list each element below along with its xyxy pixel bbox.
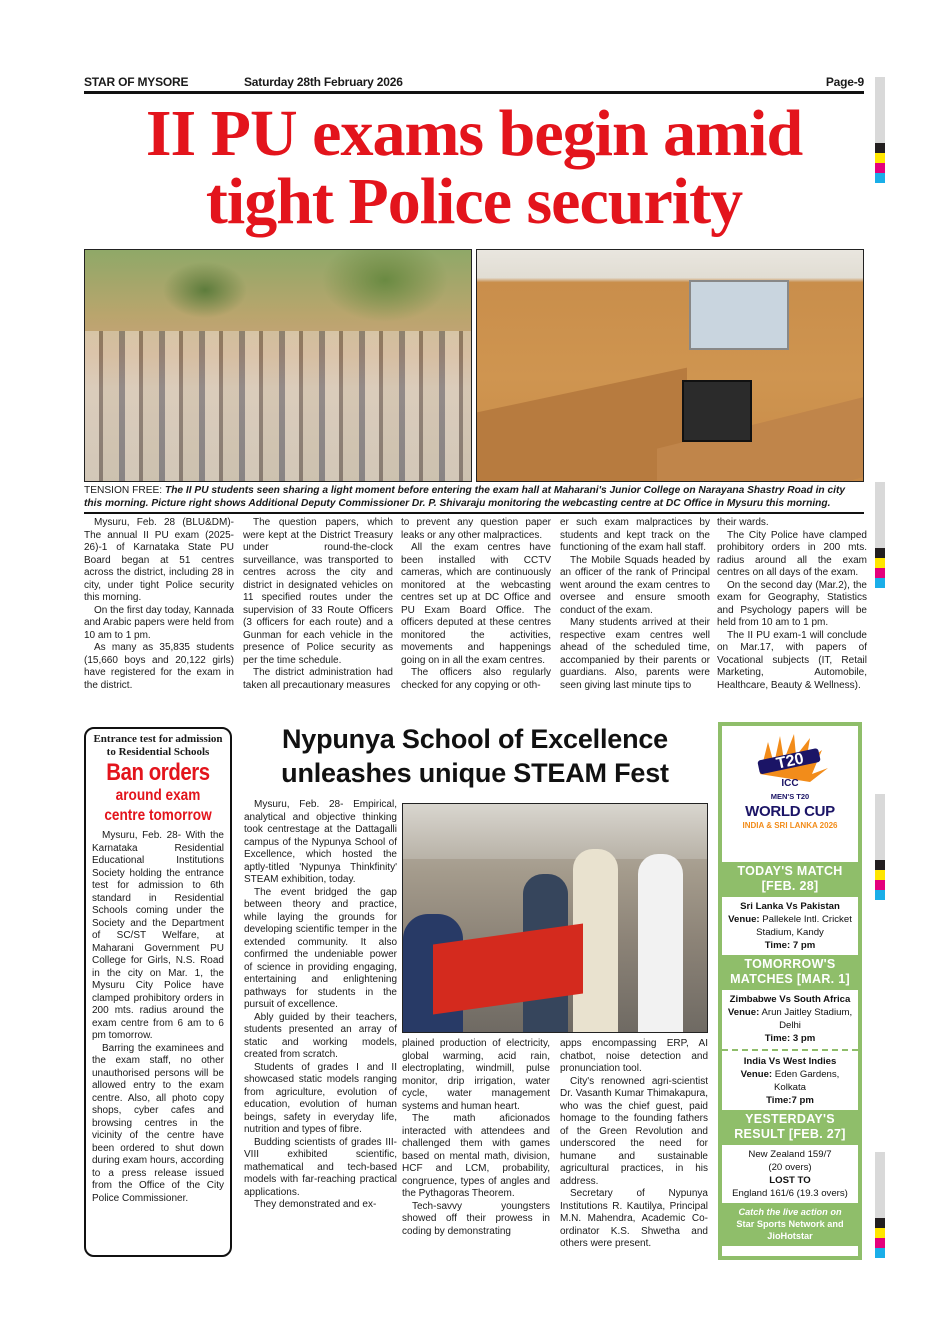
paragraph: On the first day today, Kannada and Arabic papers were held from 10 am to 1 pm. bbox=[84, 604, 234, 641]
paragraph: The II PU exam-1 will conclude on Mar.17, with papers of Vocational subjects (IT, Retail Marketing, Automobile, Healthcare, Beauty & Wellness). bbox=[717, 629, 867, 691]
paragraph: Barring the examinees and the exam staff, no other unauthorised persons will be allowed entry to the exam centre. Also, all photo copy shops, cyber cafes and browsing centres in the vicinity of the centre have been ordered to shut down during exam hours, according to a press release issued from the Office of the City Police Commissioner. bbox=[92, 1042, 224, 1204]
broadcast-line: Catch the live action on bbox=[738, 1207, 842, 1217]
paragraph: to prevent any question paper leaks or any other malpractices. bbox=[401, 517, 551, 541]
match-time: Time: 3 pm bbox=[764, 1033, 816, 1044]
paragraph: The question papers, which were kept at the District Treasury under round-the-clock surveillance, was transported to centres across the city and district in designated vehicles on 11 specified routes under the supervision of 33 Route Officers (3 officers for each route) and a Gunman for each vehicle in the presence of Police security as per the time schedule. bbox=[243, 517, 393, 666]
paragraph: The City Police have clamped prohibitory orders in 200 mts. radius around all the exam centres on all days of the exam. bbox=[717, 529, 867, 578]
masthead bbox=[84, 74, 864, 94]
registration-mark bbox=[875, 482, 885, 588]
paragraph: As many as 35,835 students (15,660 boys and 20,122 girls) have registered for the exam in the district. bbox=[84, 642, 234, 691]
result-team1: New Zealand 159/7 bbox=[748, 1149, 832, 1160]
venue-label: Venue: bbox=[740, 1069, 773, 1080]
venue-label: Venue: bbox=[727, 1007, 760, 1018]
logo-hosts: INDIA & SRI LANKA 2026 bbox=[742, 821, 838, 830]
ban-body bbox=[92, 830, 224, 1205]
paragraph: The district administration had taken all precautionary measures bbox=[243, 667, 393, 691]
paragraph: plained production of electricity, global warming, acid rain, electroplating, windmill, pulse monitor, drip irrigation, water cycle, water management systems and human heart. bbox=[402, 1038, 550, 1112]
projector-screen bbox=[689, 280, 789, 350]
students-photo bbox=[84, 249, 472, 482]
caption-text: The II PU students seen sharing a light moment before entering the exam hall at Maharani's Junior College on Narayana Shastry Road in city this morning. Picture right shows Additional Deputy Commissioner Dr. P. Shivaraju monitoring the webcasting centre at DC Office in Mysuru this morning. bbox=[84, 485, 846, 509]
article-column bbox=[84, 517, 234, 692]
paragraph: apps encompassing ERP, AI chatbot, noise detection and pronunciation tool. bbox=[560, 1038, 708, 1074]
tomorrow-heading: TOMORROW'S MATCHES [MAR. 1] bbox=[722, 955, 858, 990]
ban-orders-box bbox=[84, 727, 232, 1257]
today-heading: TODAY'S MATCH [FEB. 28] bbox=[722, 862, 858, 897]
page-number: Page-9 bbox=[825, 75, 864, 89]
paragraph: Many students arrived at their respective exam centres well ahead of the scheduled time, accompanied by their parents or guardians. Also, parents were seen giving last minute tips to bbox=[560, 617, 710, 691]
paper-name: STAR OF MYSORE bbox=[84, 75, 189, 89]
paragraph: All the exam centres have been installed with CCTV cameras, which are continuously monitored at the webcasting centres set up at DC Office and PU Exam Board Office. The officers deputed at these centres monitored the activities, movements and happenings going on in all the exam centres. bbox=[401, 542, 551, 666]
result-team1-overs: (20 overs) bbox=[768, 1162, 812, 1173]
result-card bbox=[722, 1145, 858, 1203]
steam-fest-photo bbox=[402, 803, 708, 1033]
caption-label: TENSION FREE: bbox=[84, 485, 163, 496]
article-column bbox=[560, 517, 710, 692]
headline-line: around exam bbox=[115, 787, 201, 804]
paragraph: er such exam malpractices by students and kept track on the functioning of the exam hall staff. bbox=[560, 517, 710, 553]
match-card bbox=[722, 1052, 858, 1110]
paragraph: The officers also regularly checked for any copying or oth- bbox=[401, 667, 551, 691]
match-venue: Pallekele Intl. Cricket Stadium, Kandy bbox=[756, 914, 852, 938]
divider bbox=[722, 1049, 858, 1051]
main-headline bbox=[84, 97, 864, 238]
paragraph: Budding scientists of grades III-VIII exhibited scientific, mathematical and tech-based models with far-reaching practical applications. bbox=[244, 1136, 397, 1198]
headline-line: Ban orders bbox=[106, 759, 210, 786]
headline-line: Nypunya School of Excellence bbox=[281, 724, 669, 754]
paragraph: their wards. bbox=[717, 517, 769, 528]
venue-label: Venue: bbox=[728, 914, 760, 925]
match-card bbox=[722, 897, 858, 955]
t20-world-cup-logo bbox=[722, 726, 858, 862]
paragraph: The math aficionados interacted with attendees and challenged them with games based on mental math, division, HCF and LCM, probability, congruence, types of angles and the Pythagoras Theorem. bbox=[402, 1113, 550, 1199]
t20-logo-icon bbox=[750, 734, 830, 784]
ban-headline bbox=[92, 759, 224, 826]
broadcast-line: Star Sports Network and JioHotstar bbox=[736, 1219, 844, 1241]
paragraph: City's renowned agri-scientist Dr. Vasanth Kumar Thimakapura, who was the chief guest, paid homage to the founding fathers of the Green Revolution and underscored the need for humane and sustainable agricultural practices, in his address. bbox=[560, 1075, 708, 1187]
webcasting-photo bbox=[476, 249, 864, 482]
result-team2: England 161/6 (19.3 overs) bbox=[732, 1188, 848, 1199]
article-column bbox=[402, 1038, 550, 1238]
match-time: Time:7 pm bbox=[766, 1095, 814, 1106]
article-column bbox=[717, 517, 867, 692]
match-teams: Zimbabwe Vs South Africa bbox=[729, 994, 851, 1005]
monitor bbox=[682, 380, 752, 442]
paragraph: On the second day (Mar.2), the exam for Geography, Statistics and Psychology papers will be held from 10 am to 1 pm. bbox=[717, 579, 867, 628]
match-teams: Sri Lanka Vs Pakistan bbox=[740, 901, 840, 912]
paragraph: They demonstrated and ex- bbox=[254, 1199, 377, 1210]
paragraph: The Mobile Squads headed by an officer of the rank of Principal went around the exam centres to oversee and ensure smooth conduct of the exam. bbox=[560, 554, 710, 616]
paragraph: Secretary of Nypunya Institutions R. Kautilya, Principal M.N. Mahendra, Academic Co-ordinator K.S. Shwetha and others were present. bbox=[560, 1188, 708, 1249]
paragraph: Mysuru, Feb. 28- Empirical, analytical and objective thinking took centrestage at the Dattagalli campus of the Nypunya School of Excellence, which hosted the aptly-titled 'Nypunya Thinkfinity' STEAM exhibition, today. bbox=[244, 799, 397, 885]
article-column bbox=[244, 799, 397, 1212]
match-venue: Arun Jaitley Stadium, Delhi bbox=[761, 1007, 853, 1031]
result-heading: YESTERDAY'S RESULT [FEB. 27] bbox=[722, 1110, 858, 1145]
headline-line: tight Police security bbox=[205, 165, 743, 238]
registration-mark bbox=[875, 77, 885, 183]
logo-event-small: MEN'S T20 bbox=[770, 792, 810, 801]
paragraph: Mysuru, Feb. 28- With the Karnataka Residential Educational Institutions Society holding the entrance test for admission to 6th standard in Residential Schools coming under the Society and the Department of SC/ST Welfare, at Maharani Government PU College for Girls, N.S. Road in the city on Mar. 1, the Mysuru City Police have clamped prohibitory orders in 200 mts. radius around the exam centre from 6 am to 6 pm tomorrow. bbox=[92, 830, 224, 1041]
logo-event-big: WORLD CUP bbox=[745, 803, 835, 820]
article-column bbox=[243, 517, 393, 692]
issue-date: Saturday 28th February 2026 bbox=[244, 75, 403, 89]
world-cup-sidebar bbox=[718, 722, 862, 1260]
paragraph: Mysuru, Feb. 28 (BLU&DM)- The annual II PU exam (2025-26)-1 of Karnataka State PU Board began at 51 centres across the district, including 28 in city, under tight Police security this morning. bbox=[84, 517, 234, 603]
match-card bbox=[722, 990, 858, 1048]
svg-text:T20: T20 bbox=[774, 750, 806, 773]
registration-mark bbox=[875, 794, 885, 900]
paragraph: Tech-savvy youngsters showed off their prowess in coding by demonstrating bbox=[402, 1200, 550, 1237]
paragraph: Students of grades I and II showcased static models ranging from agriculture, evolution of education, evolution of human beings, safety in everyday life, nutrition and types of fibre. bbox=[244, 1061, 397, 1135]
registration-mark bbox=[875, 1152, 885, 1258]
nypunya-headline bbox=[240, 722, 710, 790]
article-column bbox=[401, 517, 551, 692]
ban-kicker: Entrance test for admission to Residential Schools bbox=[93, 733, 223, 758]
photo-caption bbox=[84, 485, 864, 514]
headline-line: centre tomorrow bbox=[104, 807, 212, 824]
logo-org: ICC bbox=[781, 778, 799, 789]
article-column bbox=[560, 1038, 708, 1251]
broadcast-note bbox=[722, 1203, 858, 1246]
match-time: Time: 7 pm bbox=[764, 940, 816, 951]
match-teams: India Vs West Indies bbox=[743, 1056, 837, 1067]
paragraph: Ably guided by their teachers, students presented an array of static and working models, created from scratch. bbox=[244, 1011, 397, 1060]
match-venue: Eden Gardens, Kolkata bbox=[774, 1069, 840, 1093]
headline-line: unleashes unique STEAM Fest bbox=[281, 758, 669, 788]
paragraph: The event bridged the gap between theory and practice, while laying the grounds for developing scientific temper in the extended community. It also confirmed the undeniable power of science in providing engaging, entertaining and enlightening pathways for students in the pursuit of excellence. bbox=[244, 886, 397, 1010]
headline-line: II PU exams begin amid bbox=[145, 97, 803, 170]
result-outcome: LOST TO bbox=[769, 1175, 811, 1186]
